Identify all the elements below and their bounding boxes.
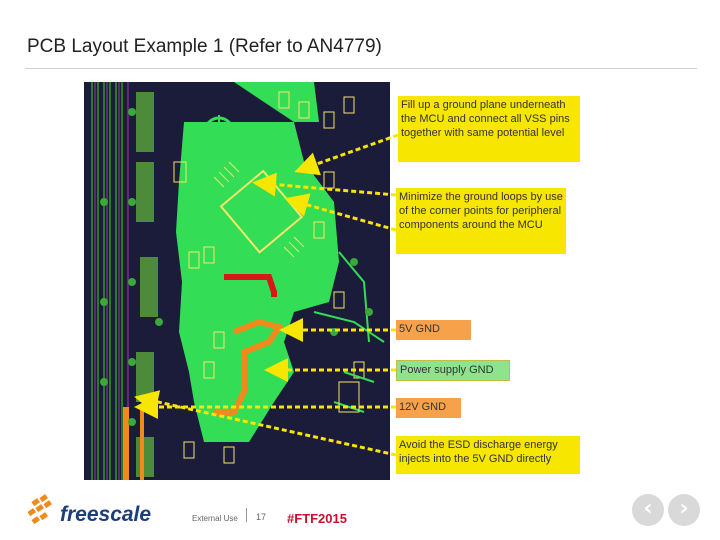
pcb-layout-image <box>84 82 390 480</box>
classification-label: External Use <box>192 514 238 523</box>
callout-ground-plane: Fill up a ground plane underneath the MCU and connect all VSS pins together with same potential level <box>398 96 580 162</box>
callout-esd-discharge: Avoid the ESD discharge energy injects into the 5V GND directly <box>396 436 580 474</box>
callout-12v-gnd: 12V GND <box>396 398 461 418</box>
event-hashtag: #FTF2015 <box>287 511 347 526</box>
page-number: 17 <box>256 512 267 522</box>
chevron-right-icon: › <box>679 496 689 521</box>
slide-title: PCB Layout Example 1 (Refer to AN4779) <box>27 36 382 57</box>
callout-5v-gnd: 5V GND <box>396 320 471 340</box>
next-slide-button[interactable] <box>668 494 700 526</box>
callout-ground-loops: Minimize the ground loops by use of the corner points for peripheral components around the MCU <box>396 188 566 254</box>
previous-slide-button[interactable] <box>632 494 664 526</box>
freescale-logo-text: freescale <box>60 503 152 526</box>
footer-divider <box>246 508 247 522</box>
title-divider <box>25 68 697 69</box>
chevron-left-icon: ‹ <box>643 496 653 521</box>
callout-power-supply-gnd: Power supply GND <box>396 360 510 381</box>
